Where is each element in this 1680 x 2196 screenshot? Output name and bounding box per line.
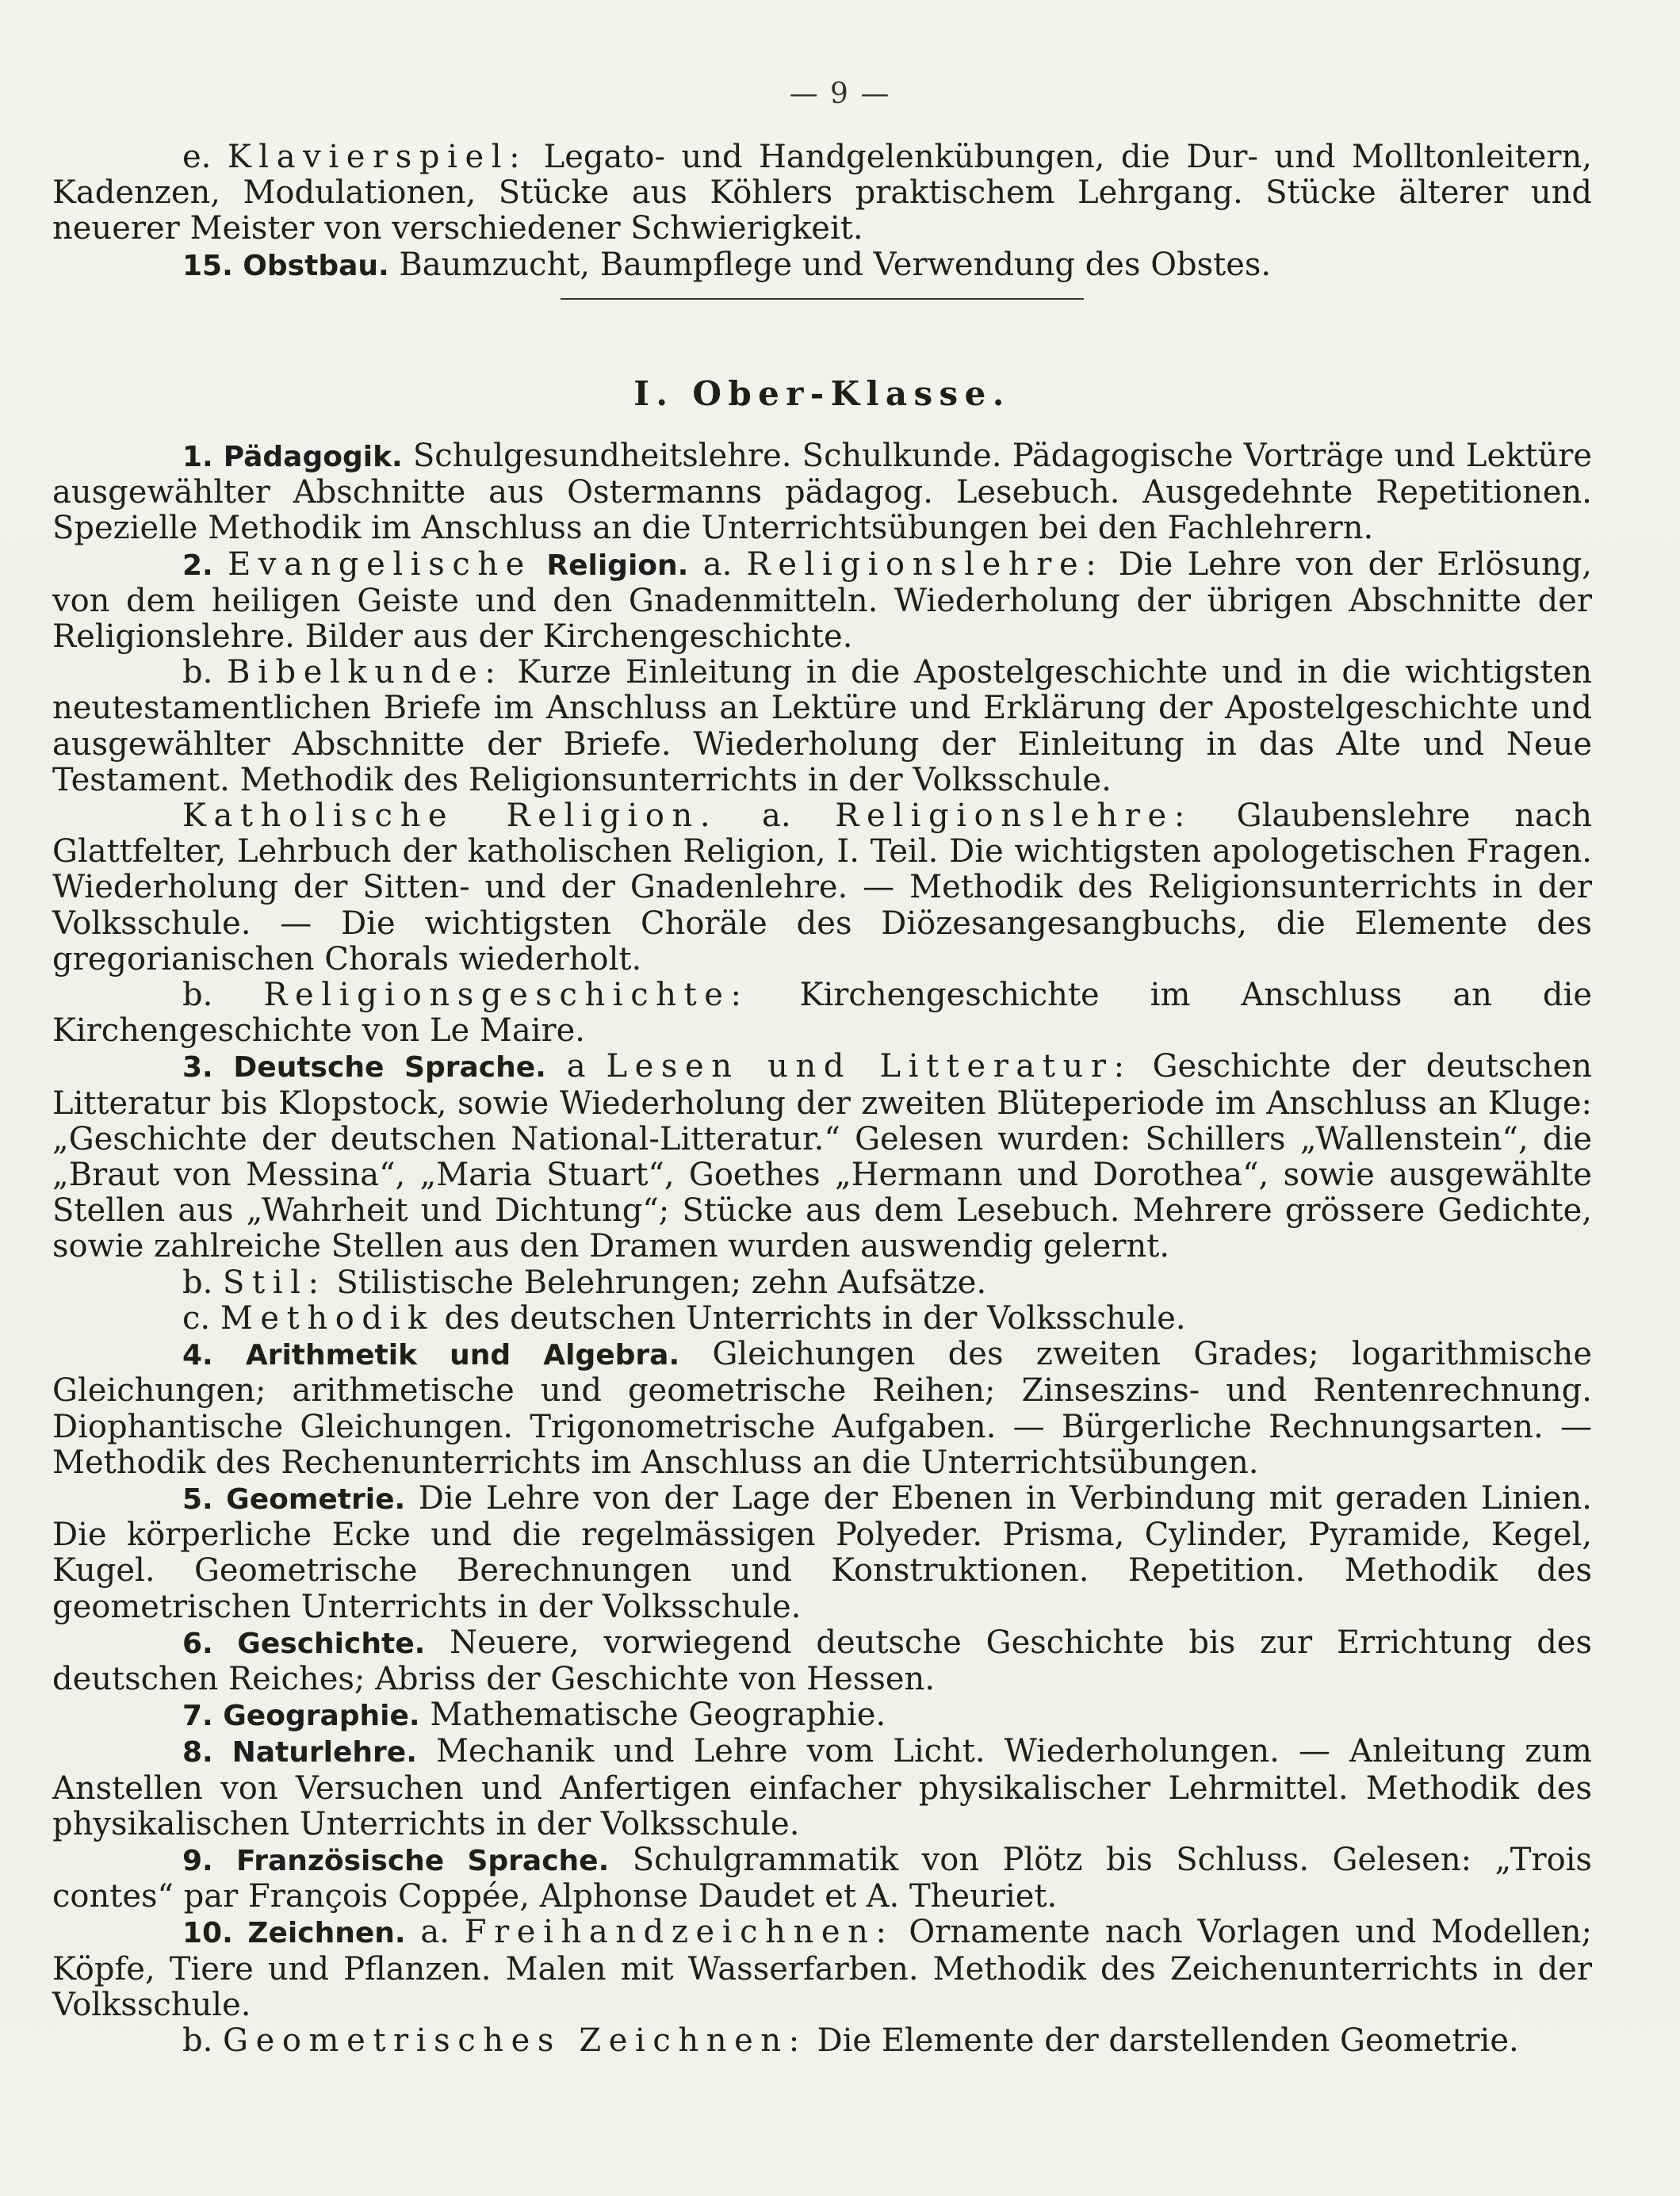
heading-arithmetik: 4. Arithmetik und Algebra. <box>182 1339 680 1372</box>
term-klavierspiel: Klavierspiel: <box>227 139 528 175</box>
page-number: — 9 — <box>789 78 891 110</box>
paragraph-klavierspiel <box>52 140 1592 247</box>
text-obstbau: Baumzucht, Baumpflege und Verwendung des Obstes. <box>399 246 1272 283</box>
term-bibelkunde: Bibelkunde: <box>227 654 503 691</box>
term-geometrisches-zeichnen: Geometrisches Zeichnen: <box>223 2022 807 2059</box>
paragraph-obstbau <box>52 247 1592 284</box>
item-label: e. <box>182 139 212 175</box>
paragraph-deutsche-sprache <box>52 1049 1592 1264</box>
heading-franzoesisch: 9. Französische Sprache. <box>182 1844 610 1877</box>
heading-deutsche-sprache: 3. Deutsche Sprache. <box>182 1051 546 1085</box>
term-kath-religionslehre: Religionslehre: <box>835 798 1192 835</box>
text-stil: Stilistische Belehrungen; zehn Aufsätze. <box>336 1264 987 1301</box>
text-franzoesisch: Schulgrammatik von Plötz bis Schluss. Gelesen: „Trois contes“ par François Coppée, Alphonse Daudet et A. Theuriet. <box>52 1841 1593 1915</box>
term-katholische-religion: Katholische Religion. <box>182 798 718 835</box>
term-methodik: Methodik <box>220 1299 434 1337</box>
item-label: a. <box>761 798 791 835</box>
text-geometrie: Die Lehre von der Lage der Ebenen in Verbindung mit geraden Linien. Die körperliche Ecke und die regelmässigen Polyeder. Prisma, Cylinder, Pyramide, Kegel, Kugel. Geometrische Berechnungen und Konstruktionen. Repetition. Methodik des geometrischen Unterrichts in der Volksschule. <box>52 1479 1592 1625</box>
heading-paedagogik: 1. Pädagogik. <box>182 441 403 474</box>
text-freihandzeichnen: Ornamente nach Vorlagen und Modellen; Köpfe, Tiere und Pflanzen. Malen mit Wasserfarben. Methodik des Zeichenunterrichts in der Volksschule. <box>52 1914 1593 2023</box>
paragraph-katholische-religion <box>52 798 1592 977</box>
term-freihandzeichnen: Freihandzeichnen: <box>464 1914 894 1951</box>
text-geschichte: Neuere, vorwiegend deutsche Geschichte bis zur Errichtung des deutschen Reiches; Abriss der Geschichte von Hessen. <box>52 1624 1593 1697</box>
paragraph-franzoesisch <box>52 1842 1592 1915</box>
paragraph-naturlehre <box>52 1734 1592 1842</box>
paragraph-stil <box>52 1265 1592 1301</box>
heading-geometrie: 5. Geometrie. <box>182 1482 406 1516</box>
text-arithmetik: Gleichungen des zweiten Grades; logarithmische Gleichungen; arithmetische und geometrische Reihen; Zinseszins- und Rentenrechnung. Diophantische Gleichungen. Trigonometrische Aufgaben. — Bürgerliche Rechnungsarten. — Methodik des Rechenunterrichts im Anschluss an die Unterrichtsübungen. <box>52 1336 1592 1481</box>
text-paedagogik: Schulgesundheitslehre. Schulkunde. Pädagogische Vorträge und Lektüre ausgewählter Abschnitte aus Ostermanns pädagog. Lesebuch. Ausgedehnte Repetitionen. Spezielle Methodik im Anschluss an die Unterrichtsübungen bei den Fachlehrern. <box>52 438 1593 547</box>
text-geometrisches-zeichnen: Die Elemente der darstellenden Geometrie. <box>817 2022 1519 2059</box>
text-religionslehre: Die Lehre von der Erlösung, von dem heiligen Geiste und den Gnadenmitteln. Wiederholung der übrigen Abschnitte der Religionslehre. Bilder aus der Kirchengeschichte. <box>52 545 1592 656</box>
paragraph-geographie <box>52 1697 1592 1734</box>
term-evangelische: Evangelische <box>228 545 532 583</box>
paragraph-paedagogik <box>52 438 1592 547</box>
paragraph-zeichnen <box>52 1915 1592 2023</box>
heading-religion: Religion. <box>546 549 689 582</box>
item-label: a. <box>420 1914 450 1951</box>
heading-geschichte: 6. Geschichte. <box>182 1627 426 1660</box>
item-label: c. <box>182 1299 211 1337</box>
heading-naturlehre: 8. Naturlehre. <box>182 1736 417 1769</box>
paragraph-geometrie <box>52 1481 1592 1625</box>
item-label: a. <box>702 545 733 583</box>
paragraph-religionsgeschichte <box>52 977 1592 1049</box>
text-bibelkunde: Kurze Einleitung in die Apostelgeschichte und in die wichtigsten neutestamentlichen Briefe im Anschluss an Lektüre und Erklärung der Apostelgeschichte und ausgewählter Abschnitte der Briefe. Wiederholung der Einleitung in das Alte und Neue Testament. Methodik des Religionsunterrichts in der Volksschule. <box>52 654 1593 798</box>
text-lesen-litteratur: Geschichte der deutschen Litteratur bis Klopstock, sowie Wiederholung der zweiten Blüteperiode im Anschluss an Kluge: „Geschichte der deutschen National-Litteratur.“ Gelesen wurden: Schillers „Wallenstein“, die „Braut von Messina“, „Maria Stuart“, Goethes „Hermann und Dorothea“, sowie ausgewählte Stellen aus „Wahrheit und Dichtung“; Stücke aus dem Lesebuch. Mehrere grössere Gedichte, sowie zahlreiche Stellen aus den Dramen wurden auswendig gelernt. <box>52 1048 1592 1265</box>
item-label: b. <box>182 654 213 691</box>
section-divider <box>561 298 1084 300</box>
term-lesen-litteratur: Lesen und Litteratur: <box>606 1048 1132 1085</box>
paragraph-religion-a <box>52 547 1592 656</box>
text-geographie: Mathematische Geographie. <box>430 1697 886 1734</box>
paragraph-methodik <box>52 1301 1592 1337</box>
text-kath-religionslehre: Glaubenslehre nach Glattfelter, Lehrbuch der katholischen Religion, I. Teil. Die wichtigsten apologetischen Fragen. Wiederholung der Sitten- und der Gnadenlehre. — Methodik des Religionsunterrichts in der Volksschule. — Die wichtigsten Choräle des Diözesangesangbuchs, die Elemente des gregorianischen Chorals wiederholt. <box>52 798 1593 977</box>
term-stil: Stil: <box>223 1264 327 1301</box>
heading-obstbau: 15. Obstbau. <box>182 249 389 282</box>
text-naturlehre: Mechanik und Lehre vom Licht. Wiederholungen. — Anleitung zum Anstellen von Versuchen und Anfertigen einfacher physikalischer Lehrmittel. Methodik des physikalischen Unterrichts in der Volksschule. <box>52 1733 1592 1842</box>
heading-zeichnen: 10. Zeichnen. <box>182 1917 406 1950</box>
religion-number: 2. <box>182 549 213 582</box>
section-title: I. Ober-Klasse. <box>633 373 1011 413</box>
text-klavierspiel: Legato- und Handgelenkübungen, die Dur- und Molltonleitern, Kadenzen, Modulationen, Stücke aus Köhlers praktischem Lehrgang. Stücke älterer und neuerer Meister von verschiedener Schwierigkeit. <box>52 139 1593 247</box>
item-label: b. <box>182 1264 213 1301</box>
text-methodik: des deutschen Unterrichts in der Volksschule. <box>444 1299 1186 1337</box>
term-religionsgeschichte: Religionsgeschichte: <box>263 977 749 1014</box>
item-label: b. <box>182 977 213 1014</box>
paragraph-geschichte <box>52 1625 1592 1697</box>
text-religionsgeschichte: Kirchengeschichte im Anschluss an die Kirchengeschichte von Le Maire. <box>52 977 1593 1050</box>
heading-geographie: 7. Geographie. <box>182 1700 420 1733</box>
term-religionslehre: Religionslehre: <box>746 545 1104 583</box>
item-label: a <box>566 1048 586 1085</box>
paragraph-geometrisches-zeichnen <box>52 2023 1592 2059</box>
paragraph-bibelkunde <box>52 655 1592 798</box>
page-body <box>52 140 1592 2059</box>
paragraph-arithmetik <box>52 1337 1592 1481</box>
item-label: b. <box>182 2022 213 2059</box>
